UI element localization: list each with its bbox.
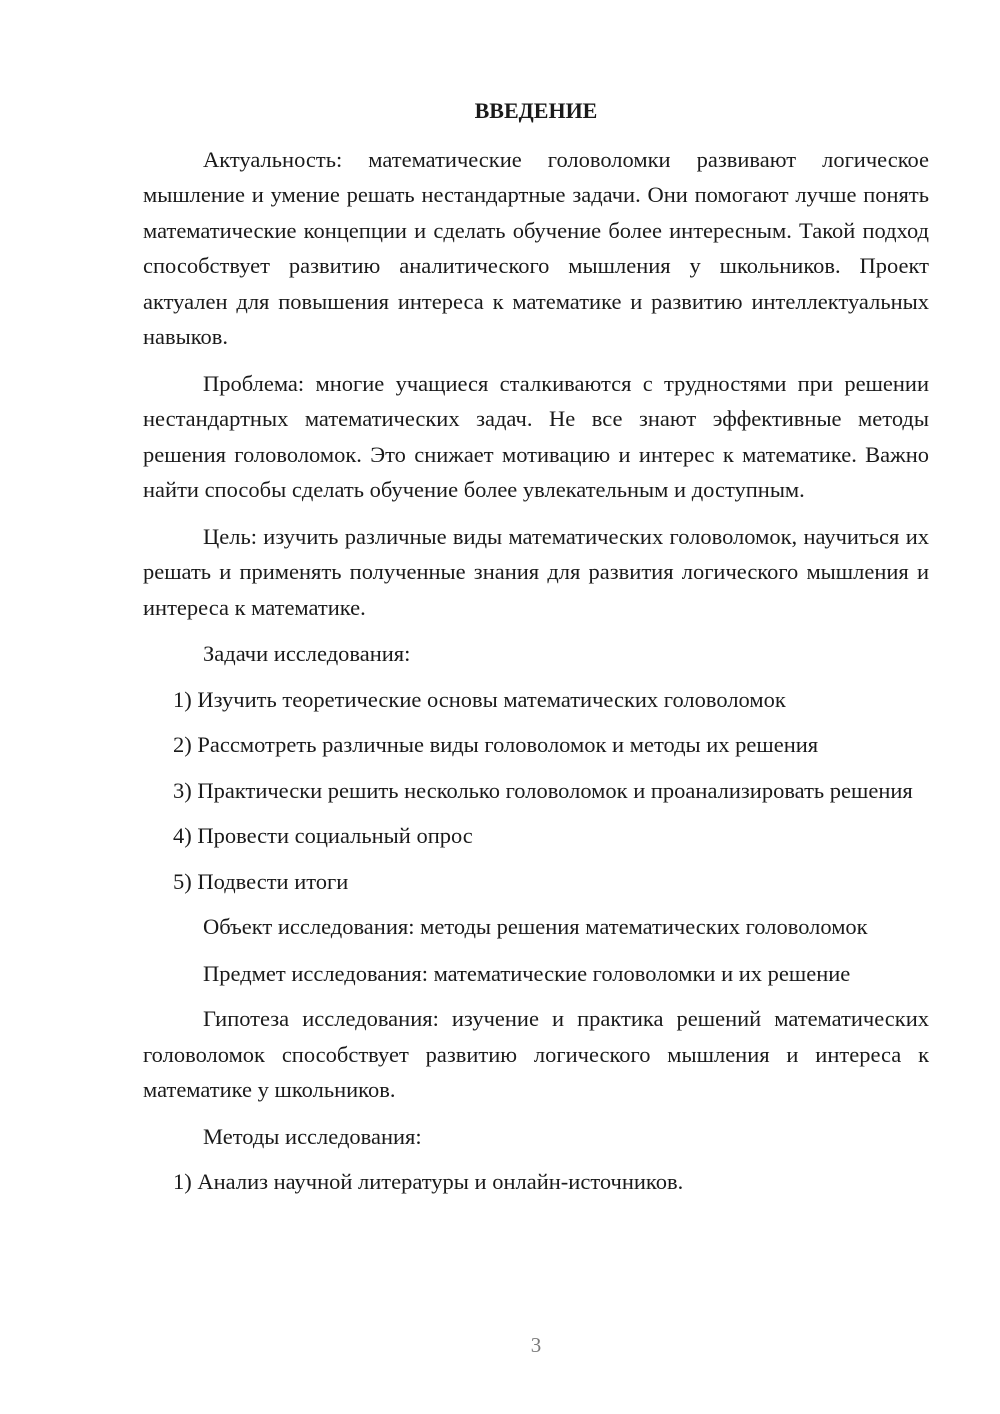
page-number: 3: [530, 1333, 542, 1357]
hypothesis-paragraph: Гипотеза исследования: изучение и практика решений математических головоломок способствует развитию логического мышления и интереса к математике у школьников.: [143, 1006, 929, 1102]
tasks-heading: Задачи исследования:: [203, 641, 411, 666]
task-item-2: 2) Рассмотреть различные виды головоломок и методы их решения: [173, 732, 819, 757]
object-paragraph: Объект исследования: методы решения математических головоломок: [203, 914, 868, 939]
method-item-1: 1) Анализ научной литературы и онлайн-источников.: [173, 1169, 684, 1194]
methods-heading: Методы исследования:: [203, 1123, 422, 1149]
goal-paragraph: Цель: изучить различные виды математических головоломок, научиться их решать и применять полученные знания для развития логического мышления и интереса к математике.: [143, 523, 929, 620]
task-item-4: 4) Провести социальный опрос: [173, 823, 473, 848]
relevance-paragraph: Актуальность: математические головоломки развивают логическое мышление и умение решать нестандартные задачи. Они помогают лучше понять математические концепции и сделать обучение более интересным. Такой подход способствует развитию аналитического мышления у школьников. Проект актуален для повышения интереса к математике и развитию интеллектуальных навыков.: [143, 146, 929, 349]
task-item-5: 5) Подвести итоги: [173, 868, 349, 894]
document-page: [143, 93, 929, 1210]
section-title: ВВЕДЕНИЕ: [474, 98, 598, 123]
task-item-1: 1) Изучить теоретические основы математических головоломок: [173, 686, 786, 712]
problem-paragraph: Проблема: многие учащиеся сталкиваются с трудностями при решении нестандартных математических задач. Не все знают эффективные методы решения головоломок. Это снижает мотивацию и интерес к математике. Важно найти способы сделать обучение более увлекательным и доступным.: [143, 370, 929, 502]
subject-paragraph: Предмет исследования: математические головоломки и их решение: [203, 960, 851, 986]
task-item-3: 3) Практически решить несколько головоломок и проанализировать решения: [173, 777, 913, 803]
